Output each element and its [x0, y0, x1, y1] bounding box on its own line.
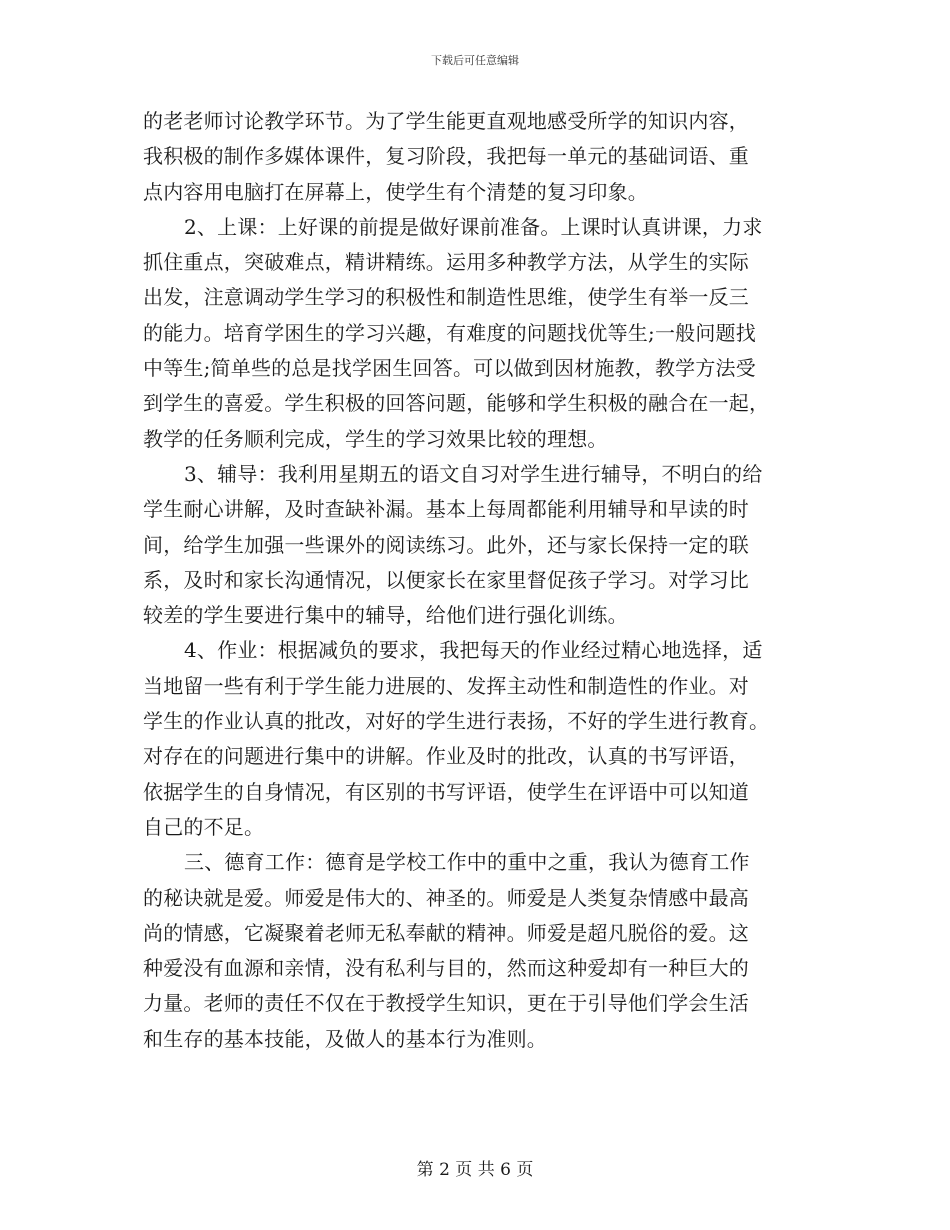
page-header: 下载后可任意编辑 [431, 54, 519, 67]
text-line: 我积极的制作多媒体课件，复习阶段，我把每一单元的基础词语、重 [143, 144, 749, 169]
text-line: 中等生;简单些的总是找学困生回答。可以做到因材施教，教学方法受 [143, 356, 756, 381]
text-line: 较差的学生要进行集中的辅导，给他们进行强化训练。 [143, 603, 628, 628]
text-line: 学生耐心讲解，及时查缺补漏。基本上每周都能利用辅导和早读的时 [143, 497, 749, 522]
text-line: 到学生的喜爱。学生积极的回答问题，能够和学生积极的融合在一起， [143, 391, 770, 416]
paragraph-start-line: 4、作业：根据减负的要求，我把每天的作业经过精心地选择，适 [184, 638, 763, 663]
text-line: 抓住重点，突破难点，精讲精练。运用多种教学方法，从学生的实际 [143, 250, 749, 275]
text-line: 尚的情感，它凝聚着老师无私奉献的精神。师爱是超凡脱俗的爱。这 [143, 920, 749, 945]
text-line: 的能力。培育学困生的学习兴趣，有难度的问题找优等生;一般问题找 [143, 320, 756, 345]
text-line: 教学的任务顺利完成，学生的学习效果比较的理想。 [143, 426, 608, 451]
text-line: 学生的作业认真的批改，对好的学生进行表扬，不好的学生进行教育。 [143, 709, 770, 734]
text-line: 点内容用电脑打在屏幕上，使学生有个清楚的复习印象。 [143, 179, 648, 204]
document-body [143, 104, 810, 1057]
text-line: 自己的不足。 [143, 814, 265, 839]
text-line: 间，给学生加强一些课外的阅读练习。此外，还与家长保持一定的联 [143, 532, 749, 557]
page-number: 第 2 页 共 6 页 [416, 1160, 534, 1180]
text-line: 出发，注意调动学生学习的积极性和制造性思维，使学生有举一反三 [143, 285, 749, 310]
text-line: 的秘诀就是爱。师爱是伟大的、神圣的。师爱是人类复杂情感中最高 [143, 885, 749, 910]
text-line: 依据学生的自身情况，有区别的书写评语，使学生在评语中可以知道 [143, 779, 749, 804]
text-line: 力量。老师的责任不仅在于教授学生知识，更在于引导他们学会生活 [143, 991, 749, 1016]
text-line: 当地留一些有利于学生能力进展的、发挥主动性和制造性的作业。对 [143, 673, 749, 698]
text-line: 和生存的基本技能，及做人的基本行为准则。 [143, 1026, 547, 1051]
text-line: 对存在的问题进行集中的讲解。作业及时的批改，认真的书写评语， [143, 744, 749, 769]
text-line: 系，及时和家长沟通情况，以便家长在家里督促孩子学习。对学习比 [143, 567, 749, 592]
text-line: 的老老师讨论教学环节。为了学生能更直观地感受所学的知识内容， [143, 109, 749, 133]
paragraph-start-line: 三、德育工作：德育是学校工作中的重中之重，我认为德育工作 [184, 850, 750, 875]
paragraph-start-line: 2、上课：上好课的前提是做好课前准备。上课时认真讲课，力求 [184, 214, 763, 239]
paragraph-start-line: 3、辅导：我利用星期五的语文自习对学生进行辅导，不明白的给 [184, 461, 763, 486]
text-line: 种爱没有血源和亲情，没有私利与目的，然而这种爱却有一种巨大的 [143, 956, 749, 981]
